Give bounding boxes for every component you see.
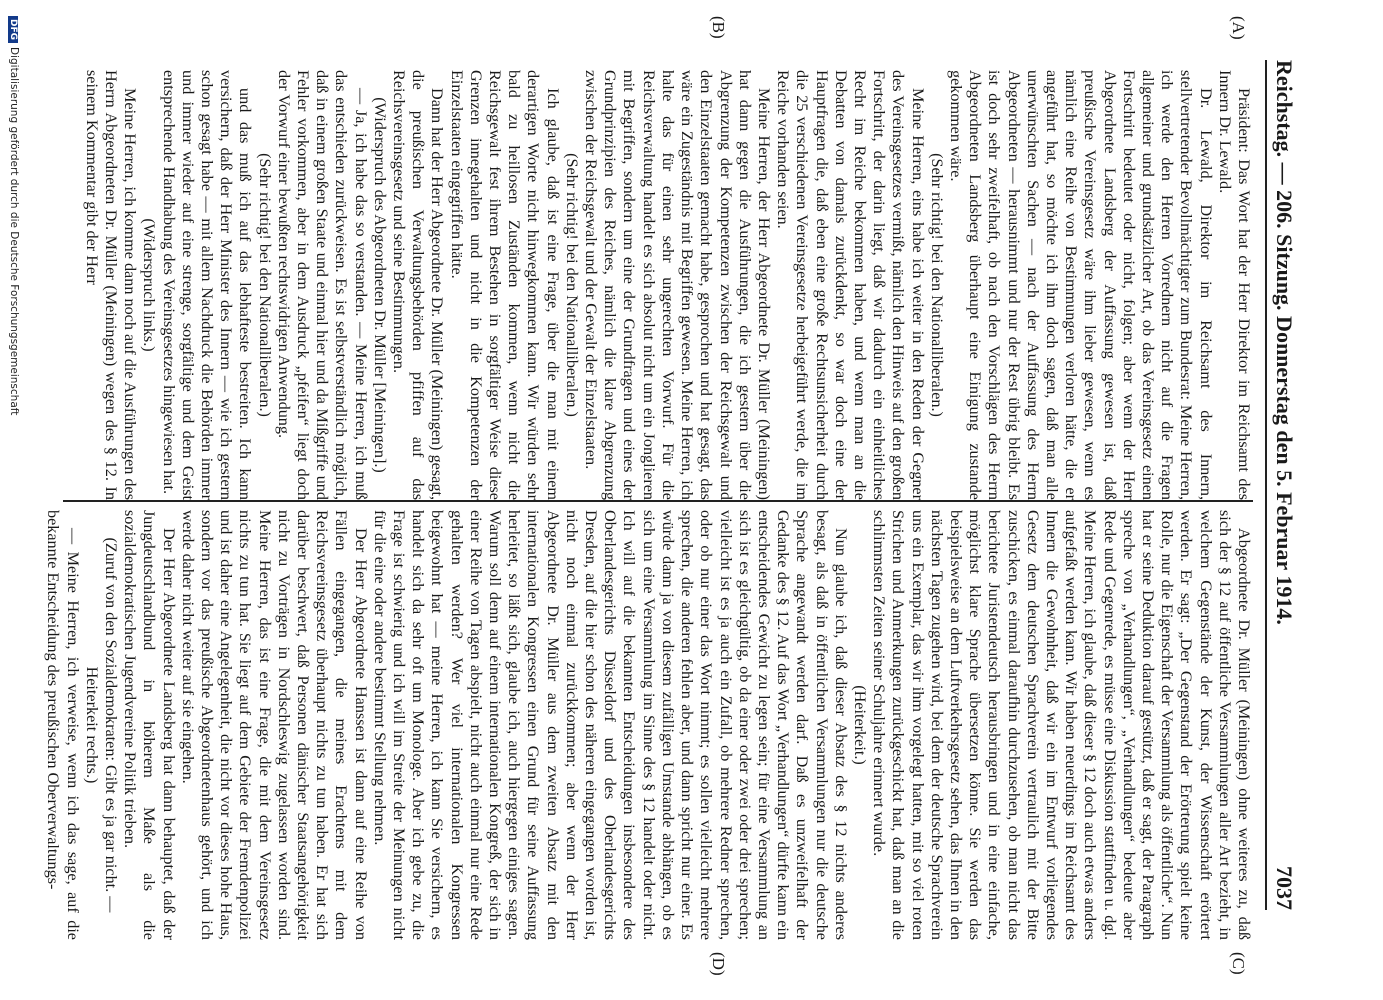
page-header [1265,60,1301,910]
left-column [63,70,1253,500]
left-column-paragraph: und das muß ich auf das lebhafteste bestreiten. Ich kann versichern, daß der Herr Minister des Innern — wie ich gestern schon gesagt habe — mit allem Nachdruck die Behörden immer und immer wieder auf eine strenge, sorgfältige und dem Geist entsprechende Handhabung des Vereinsgesetzes hingewiesen hat. [159,70,255,500]
left-column-paragraph: Dr. Lewald, Direktor im Reichsamt des Innern, stellvertretender Bevollmächtigter zum Bundesrat: Meine Herren, ich werde den Herren Vorrednern nicht auf die Fragen allgemeiner und grundsätzlicher Art, ob das Vereinsgesetz einen Fortschritt bedeutet oder nicht, folgen; aber wenn der Herr Abgeordnete Landsberg der Auffassung gewesen ist, daß preußische Vereinsgesetz wäre ihm lieber gewesen, wenn es nämlich eine Reihe von Bestimmungen verloren hätte, die er angeführt hat, so möchte ich ihm doch sagen, daß man alle unerwünschten Sachen — nach der Auffassung des Herrn Abgeordneten — herausnimmt und nur der Rest übrig bleibt. Es ist doch sehr zweifelhaft, ob nach den Vorschlägen des Herrn Abgeordneten Landsberg überhaupt eine Einigung zustande gekommen wäre. [946,70,1215,500]
left-column-paragraph: Meine Herren, ich komme dann noch auf die Ausführungen des Herrn Abgeordneten Dr. Müller (Meiningen) wegen des § 12. In seinem Kommentar gibt der Herr [82,70,140,500]
left-column-paragraph: (Sehr richtig! bei den Nationalliberalen.) [927,153,946,417]
left-column-paragraph: (Sehr richtig! bei den Nationalliberalen.) [255,153,274,417]
left-column-paragraph: (Widerspruch des Abgeordneten Dr. Müller [Meiningen].) [370,97,389,473]
page-number: 7037 [1272,866,1297,910]
right-column [44,510,1253,940]
footer-text: Digitalisierung gefördert durch die Deutsche Forschungsgemeinschaft [8,47,20,416]
left-column-paragraph: — Ja, ich habe das so verstanden. — Meine Herren, ich muß das entschieden zurückweisen. Es ist selbstverständlich möglich, daß in einem großen Staate und einmal hier und da Mißgriffe und Fehler vorkommen, aber in dem Ausdruck „pfeifen“ liegt doch der Vorwurf einer bewußten rechtswidrigen Anwendung. [274,70,370,500]
header-title: Reichstag. — 206. Sitzung. Donnerstag den 5. Februar 1914. [1272,60,1297,625]
right-column-paragraph: Der Herr Abgeordnete Landsberg hat dann behauptet, daß der Jungdeutschlandbund in höherem Maße als die sozialdemokratischen Jugendvereine Politik trieben. [121,510,178,940]
left-column-paragraph: Meine Herren, eins habe ich weiter in den Reden der Gegner des Vereinsgesetzes vermißt, nämlich den Hinweis auf den großen Fortschritt, der darin liegt, daß wir dadurch ein einheitliches Recht im Reiche bekommen haben, und wenn man an die Debatten von damals zurückdenkt, so war doch eine der Hauptfragen die, daß eben eine große Rechtsunsicherheit durch die 25 verschiedenen Vereinsgesetze herbeigeführt werde, die im Reiche vorhanden seien. [774,70,927,500]
margin-marker-a: (A) [1229,16,1248,40]
left-column-paragraph: (Widerspruch links.) [140,218,159,352]
right-column-paragraph: Nun glaube ich, daß dieser Absatz des § 12 nichts anderes besagt, als daß in öffentlichen Versammlungen nur die deutsche Sprache angewandt werden darf. Daß es unzweifelhaft der Gedanke des § 12. Auf das Wort „Verhandlungen“ dürfte kann ein entscheidendes Gewicht zu legen sein; für eine Versammlung an sich ist es gleichgültig, ob da einer oder zwei oder drei sprechen; vielleicht ist es ja auch ein Zufall, ob mehrere Redner sprechen, oder ob nur einer das Wort nimmt; es sollen vielleicht mehrere sprechen, die anderen fehlen aber, und dann spricht nur einer. Es würde dann ja von diesem zufälligen Umstande abhängen, ob es sich um eine Versammlung im Sinne des § 12 handelt oder nicht. Ich will auf die bekannten Entscheidungen insbesondere des Oberlandesgerichts Düsseldorf und des Oberlandesgerichts Dresden, auf die hier schon des näheren eingegangen worden ist, nicht noch einmal zurückkommen; aber wenn der Herr Abgeordnete Dr. Müller aus dem zweiten Absatz mit den internationalen Kongressen einen Grund für seine Auffassung herleitet, so läßt sich, glaube ich, auch hiergegen einiges sagen. Warum soll denn auf einem internationalen Kongreß, der sich in einer Reihe von Tagen abspielt, nicht auch einmal nur eine Rede gehalten werden? Wer viel internationalen Kongressen beigewohnt hat — meine Herren, ich kann Sie versichern, es handelt sich da sehr oft um Monologe. Aber ich gebe zu, die Frage ist schwierig und ich will im Streite der Meinungen nicht für die eine oder andere bestimmt Stellung nehmen. [370,510,850,940]
column-divider [63,500,1253,502]
right-column-paragraph: Der Herr Abgeordnete Hanssen ist dann auf eine Reihe von Fällen eingegangen, die meines Erachtens mit dem Reichsvereinsgesetz überhaupt nichts zu tun haben. Er hat sich darüber beschwert, daß Personen dänischer Staatsangehörigkeit nicht zu Vorträgen in Nordschleswig zugelassen worden sind. Meine Herren, das ist eine Frage, die mit dem Vereinsgesetz nichts zu tun hat. Sie liegt auf dem Gebiete der Fremdenpolizei und ist daher eine Angelegenheit, die nicht vor dieses hohe Haus, sondern vor das preußische Abgeordnetenhaus gehört, und ich werde daher nicht weiter auf sie eingehen. [178,510,370,940]
left-column-paragraph: Dann hat der Herr Abgeordnete Dr. Müller (Meiningen) gesagt, die preußischen Verwaltungsbehörden pfiffen auf das Reichsvereinsgesetz und seine Bestimmungen. [390,70,447,500]
footer-text-wrap [8,16,20,415]
left-column-paragraph: Präsident: Das Wort hat der Herr Direktor im Reichsamt des Innern Dr. Lewald. [1215,70,1253,500]
left-column-paragraph: Ich glaube, daß ist eine Frage, über die man mit einem derartigen Worte nicht hinwegkommen kann. Wir würden sehr bald zu heillosen Zuständen kommen, wenn nicht die Reichsgewalt fest ihrem Bestehen in sorgfältiger Weise diese Grenzen innegehalten und nicht in die Kompetenzen der Einzelstaaten eingegriffen hätte. [447,70,562,500]
left-column-paragraph: Meine Herren, der Herr Abgeordnete Dr. Müller (Meiningen) hat dann gegen die Ausführungen, die ich gestern über die Abgrenzung der Kompetenzen zwischen der Reichsgewalt und den Einzelstaaten gemacht habe, gesprochen und hat gesagt, das wäre ein Zugeständnis mit Begriffen gewesen. Meine Herren, ich halte das für einen sehr ungerechten Vorwurf. Für die Reichsverwaltung handelt es sich absolut nicht um ein Jonglieren mit Begriffen, sondern um eine der Grundfragen und eines der Grundprinzipien des Reiches, nämlich die klare Abgrenzung zwischen der Reichsgewalt und der Gewalt der Einzelstaaten. [582,70,773,500]
footer [3,0,23,1000]
right-column-paragraph: Abgeordnete Dr. Müller (Meiningen) ohne weiteres zu, daß sich der § 12 auf öffentliche Versammlungen aller Art bezieht, in welchem Gegenstände der Kunst, der Wissenschaft erörtert werden. Er sagt: „Der Gegenstand der Erörterung spielt keine Rolle, nur die Eigenschaft der Versammlung als öffentliche“. Nun hat er seine Deduktion darauf gestützt, daß er sagt, der Paragraph spreche von „Verhandlungen“, „Verhandlungen“ bedeute aber Rede und Gegenrede, es müsse eine Diskussion stattfinden u. dgl. Meine Herren, ich glaube, daß dieser § 12 doch auch etwas anders aufgefaßt werden kann. Wir haben neuerdings im Reichsamt des Innern die Gewohnheit, daß wir ein im Entwurf vorliegendes Gesetz dem deutschen Sprachverein vertraulich mit der Bitte zuschicken, es einmal daraufhin durchzusehen, ob man nicht das berichtete Juristendeutsch herausbringen und in eine einfache, möglichst klare Sprache übersetzen könne. Sie werden das beispielsweise an dem Luftverkehrsgesetz sehen, das Ihnen in den nächsten Tagen zugehen wird, bei dem der deutsche Sprachverein uns ein Exemplar, das wir ihm vorgelegt hatten, mit so viel roten Strichen und Anmerkungen zurückgeschickt hat, daß man an die schlimmsten Zeiten seiner Schuljahre erinnert wurde. [870,510,1253,940]
right-column-paragraph: (Zuruf von den Sozialdemokraten: Gibt es ja gar nicht. — Heiterkeit rechts.) [82,537,121,913]
right-column-paragraph: (Heiterkeit.) [850,685,869,765]
left-column-paragraph: (Sehr richtig! bei den Nationalliberalen.) [562,153,581,417]
right-column-paragraph: — Meine Herren, ich verweise, wenn ich das sage, auf die bekannte Entscheidung des preußischen Oberverwaltungs- [44,510,82,940]
margin-marker-c: (C) [1229,952,1248,975]
dfg-logo: DFG [8,16,18,43]
margin-marker-d: (D) [709,952,728,976]
margin-marker-b: (B) [709,16,728,39]
